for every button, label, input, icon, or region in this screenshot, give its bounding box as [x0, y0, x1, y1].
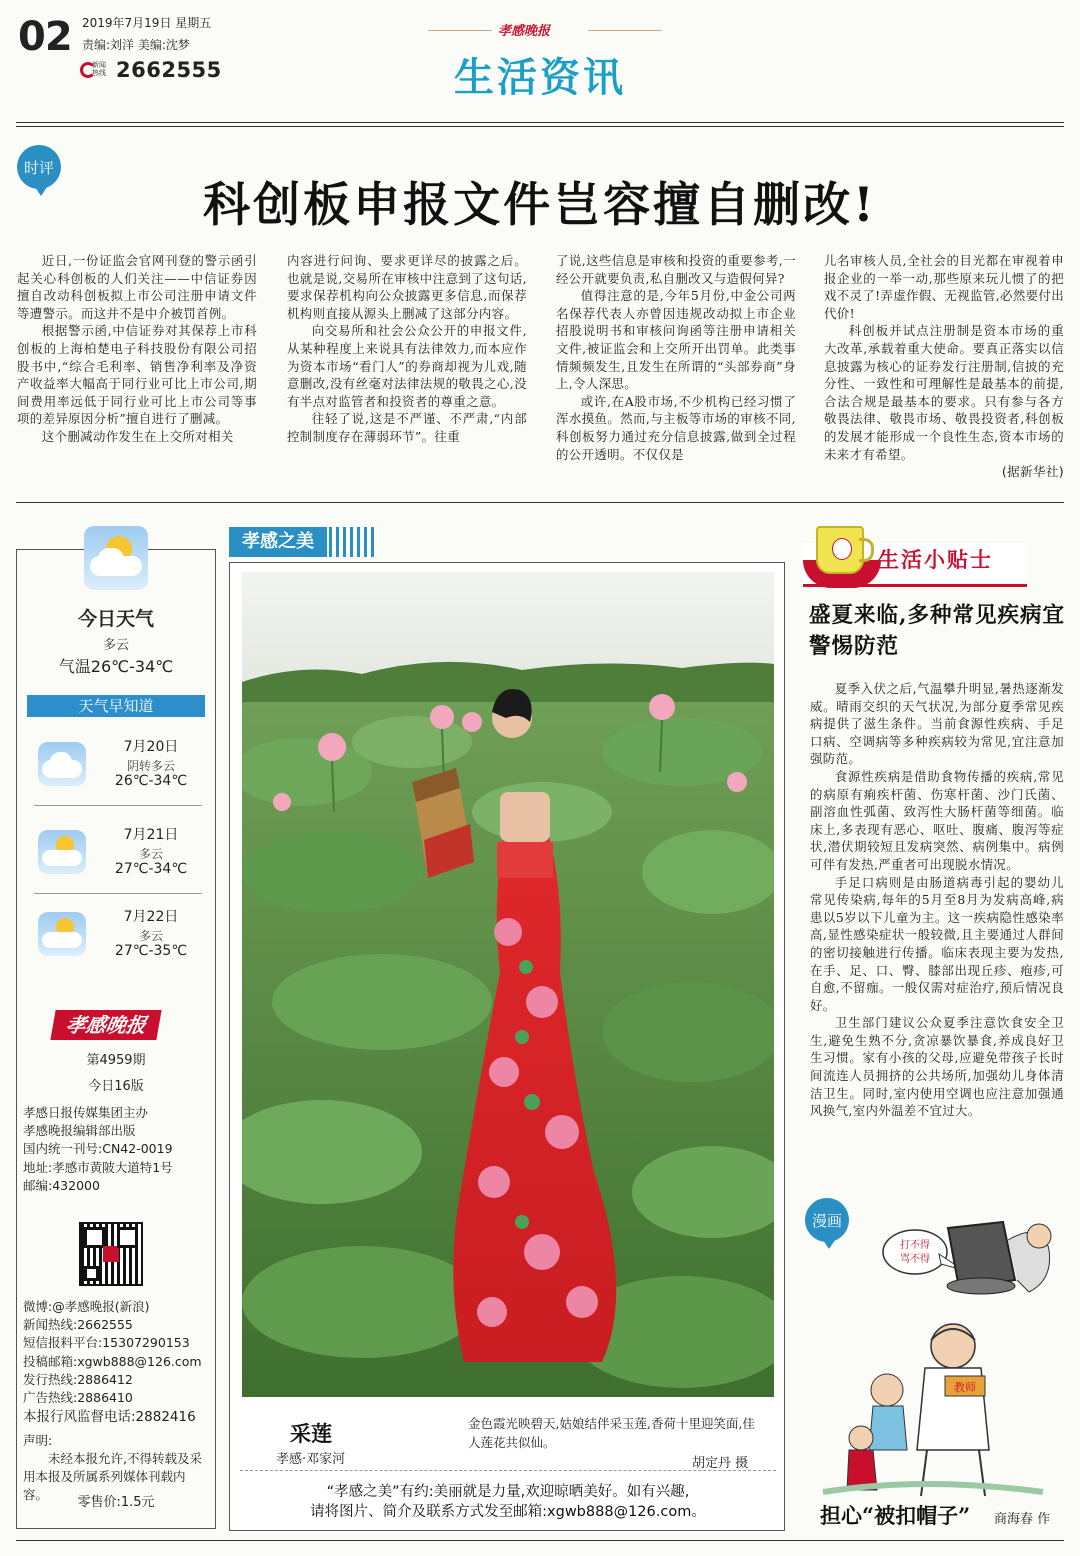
phone-icon: 新闻 热线: [80, 60, 112, 80]
page-bottom-rule: [16, 1540, 1064, 1541]
contact-info: 微博:@孝感晚报(新浪) 新闻热线:2662555 短信报料平台:15307290153 投稿邮箱:xgwb888@126.com 发行热线:2886412 广告热线:2886410: [23, 1299, 202, 1406]
statement-text: 未经本报允许,不得转载及采用本报及所属系列媒体刊载内容。: [23, 1451, 202, 1502]
tips-label: 生活小贴士: [878, 548, 993, 572]
paragraph: 卫生部门建议公众夏季注意饮食安全卫生,避免生熟不分,贪凉暴饮暴食,养成良好卫生习惯。家有小孩的父母,应避免带孩子长时间流连人员拥挤的公共场所,加强幼儿身体清洁卫生。同时,室内使用空调也应注意加强通风换气,室内外温差不宜过大。: [810, 1015, 1064, 1119]
balloon-text-2: 骂不得: [900, 1254, 930, 1265]
paragraph: 向交易所和社会公众公开的申报文件,从某种程度上来说具有法律效力,而本应作为资本市场“看门人”的券商却视为儿戏,随意删改,没有丝毫对法律法规的敬畏之心,没有半点对监管者和投资者的尊重之意。: [287, 323, 527, 409]
cartoon-label: 漫画: [805, 1198, 849, 1242]
dashed-divider: [240, 1470, 776, 1471]
editorial-label: 时评: [17, 145, 61, 189]
cartoon-image: [803, 1200, 1065, 1500]
editorial-column-1: [17, 252, 257, 446]
editorial-column-2: [287, 252, 527, 446]
photo-title: 采莲: [290, 1421, 332, 1446]
editorial-column-3: [556, 252, 796, 463]
column-label: 孝感之美: [229, 527, 327, 557]
editorial-column-4: [824, 252, 1064, 481]
supervision-hotline: 本报行风监督电话:2882416: [23, 1409, 196, 1425]
tips-body: [810, 680, 1064, 1120]
forecast-date: 7月20日: [123, 739, 179, 755]
paragraph: 值得注意的是,今年5月份,中金公司两名保荐代表人亦曾因违规改动拟上市企业招股说明书和审核问询函等注册申请相关文件,被证监会和上交所开出罚单。此类事情频频发生,且发生在所谓的“头部券商”身上,令人深思。: [556, 288, 796, 392]
balloon-text-1: 打不得: [900, 1240, 930, 1251]
paper-name: 孝感晚报: [498, 24, 551, 39]
forecast-day: [34, 824, 202, 894]
paragraph: 夏季入伏之后,气温攀升明显,暑热逐渐发威。晴雨交织的天气状况,为部分夏季常见疾病提供了滋生条件。当前食源性疾病、手足口病、空调病等多种疾病较为常见,宜注意加强防范。: [810, 681, 1064, 767]
editorial-source: (据新华社): [1001, 464, 1064, 480]
partly-cloudy-icon: [38, 830, 86, 874]
forecast-range: 27℃-34℃: [114, 861, 188, 877]
forecast-range: 27℃-35℃: [114, 943, 188, 959]
teacher-badge: 教师: [954, 1381, 976, 1394]
paragraph: 食源性疾病是借助食物传播的疾病,常见的病原有痢疾杆菌、伤寒杆菌、沙门氏菌、副溶血性弧菌、致泻性大肠杆菌等细菌。临床上,多表现有恶心、呕吐、腹痛、腹泻等症状,潜伏期较短且发病突然、病例集中。病例可伴有发热,严重者可出现脱水情况。: [810, 768, 1064, 872]
masthead-divider-2: [16, 126, 1064, 127]
paragraph: 手足口病则是由肠道病毒引起的婴幼儿常见传染病,每年的5月至8月为发病高峰,病患以5岁以下儿童为主。这一疾病隐性感染率高,显性感染症状一般较微,且主要通过人群间的密切接触进行传播。临床表现主要为发热,在手、足、口、臀、膝部出现丘疹、疱疹,可自愈,不留痂。一般仅需对症治疗,预后情况良好。: [810, 874, 1064, 1013]
forecast-condition: 阴转多云: [126, 759, 175, 773]
retail-price: 零售价:1.5元: [77, 1495, 155, 1510]
submission-note-2: 请将图片、简介及联系方式发至邮箱:xgwb888@126.com。: [310, 1504, 706, 1520]
partly-cloudy-icon: [84, 526, 148, 590]
cloudy-icon: [38, 742, 86, 786]
editorial-divider: [16, 502, 1064, 503]
forecast-day: [34, 736, 202, 806]
forecast-day: [34, 906, 202, 976]
page-number: 02: [18, 14, 72, 60]
tips-title: 盛夏来临,多种常见疾病宜警惕防范: [809, 603, 1065, 659]
masthead-rule-left: [428, 30, 492, 31]
page-count: 今日16版: [88, 1079, 144, 1094]
forecast-label: 天气早知道: [27, 695, 205, 717]
paragraph: 儿名审核人员,全社会的目光都在审视着申报企业的一举一动,那些原来玩儿惯了的把戏不灵了!弄虚作假、无视监管,必然要付出代价!: [824, 253, 1064, 321]
weather-title: 今日天气: [77, 608, 154, 630]
statement-label: 声明:: [23, 1433, 53, 1448]
forecast-condition: 多云: [138, 847, 163, 861]
editorial-headline: 科创板申报文件岂容擅自删改!: [203, 178, 877, 233]
qr-code[interactable]: [79, 1222, 143, 1286]
paragraph: 了说,这些信息是审核和投资的重要参考,一经公开就要负责,私自删改又与造假何异?: [556, 253, 796, 286]
cartoon-title: 担心“被扣帽子”: [820, 1503, 971, 1528]
hotline-number: 2662555: [116, 58, 222, 82]
teacup-icon: [816, 526, 864, 574]
forecast-condition: 多云: [138, 929, 163, 943]
section-title: 生活资讯: [454, 55, 626, 101]
hotline-block: [80, 58, 222, 82]
photo-location: 孝感·邓家河: [276, 1452, 346, 1467]
weather-condition: 多云: [102, 638, 129, 653]
paragraph: 往轻了说,这是不严谨、不严肃,“内部控制制度存在薄弱环节”。往重: [287, 411, 527, 444]
paragraph: 这个删减动作发生在上交所对相关: [41, 428, 234, 444]
paper-logo: 孝感晚报: [50, 1010, 161, 1040]
forecast-date: 7月21日: [123, 827, 179, 843]
label-stripes: [329, 527, 374, 557]
paragraph: 根据警示函,中信证券对其保荐上市科创板的上海柏楚电子科技股份有限公司招股书中,“综合毛利率、销售净利率及净资产收益率大幅高于同行业可比上市公司,期间费用率远低于同行业可比上市公司等事项的差异原因分析”擅自进行了删减。: [17, 323, 257, 427]
paragraph: 或许,在A股市场,不少机构已经习惯了浑水摸鱼。然而,与主板等市场的审核不同,科创板努力通过充分信息披露,做到全过程的公开透明。不仅仅是: [556, 393, 796, 462]
feature-photo: [242, 572, 774, 1397]
paragraph: 科创板并试点注册制是资本市场的重大改革,承载着重大使命。要真正落实以信息披露为核心的证券发行注册制,信披的充分性、一致性和可理解性是最基本的前提,合法合规是最基本的要求。只有参与各方敬畏法律、敬畏市场、敬畏投资者,科创板的发展才能形成一个良性生态,资本市场的未来才有希望。: [824, 323, 1064, 462]
issue-date: 2019年7月19日 星期五: [82, 16, 212, 30]
paragraph: 近日,一份证监会官网刊登的警示函引起关心科创板的人们关注——中信证券因擅自改动科创板拟上市公司注册申请文件等遭警示。而这并不是中介被罚首例。: [17, 253, 257, 321]
publisher-info: 孝感日报传媒集团主办 孝感晚报编辑部出版 国内统一刊号:CN42-0019 地址:孝感市黄陂大道特1号 邮编:432000: [23, 1105, 173, 1193]
masthead-rule-right: [588, 30, 662, 31]
issue-number: 第4959期: [86, 1053, 146, 1068]
masthead-divider: [16, 122, 1064, 123]
forecast-range: 26℃-34℃: [114, 773, 188, 789]
paragraph: 内容进行问询、要求更详尽的披露之后。也就是说,交易所在审核中注意到了这句话,要求保荐机构向公众披露更多信息,而保荐机构则直接从源头上删减了这部分内容。: [287, 253, 527, 321]
forecast-date: 7月22日: [123, 909, 179, 925]
cartoon-author: 商海春 作: [994, 1512, 1051, 1527]
photo-credit: 胡定丹 摄: [692, 1456, 749, 1471]
submission-note-1: “孝感之美”有约:美丽就是力量,欢迎晾晒美好。如有兴趣,: [326, 1484, 690, 1500]
photo-caption: 金色霞光映碧天,姑娘结伴采玉莲,香荷十里迎笑面,佳人莲花共似仙。: [468, 1416, 755, 1450]
partly-cloudy-icon: [38, 912, 86, 956]
weather-temperature: 气温26℃-34℃: [58, 657, 174, 676]
editors: 责编:刘洋 美编:沈梦: [82, 38, 190, 52]
